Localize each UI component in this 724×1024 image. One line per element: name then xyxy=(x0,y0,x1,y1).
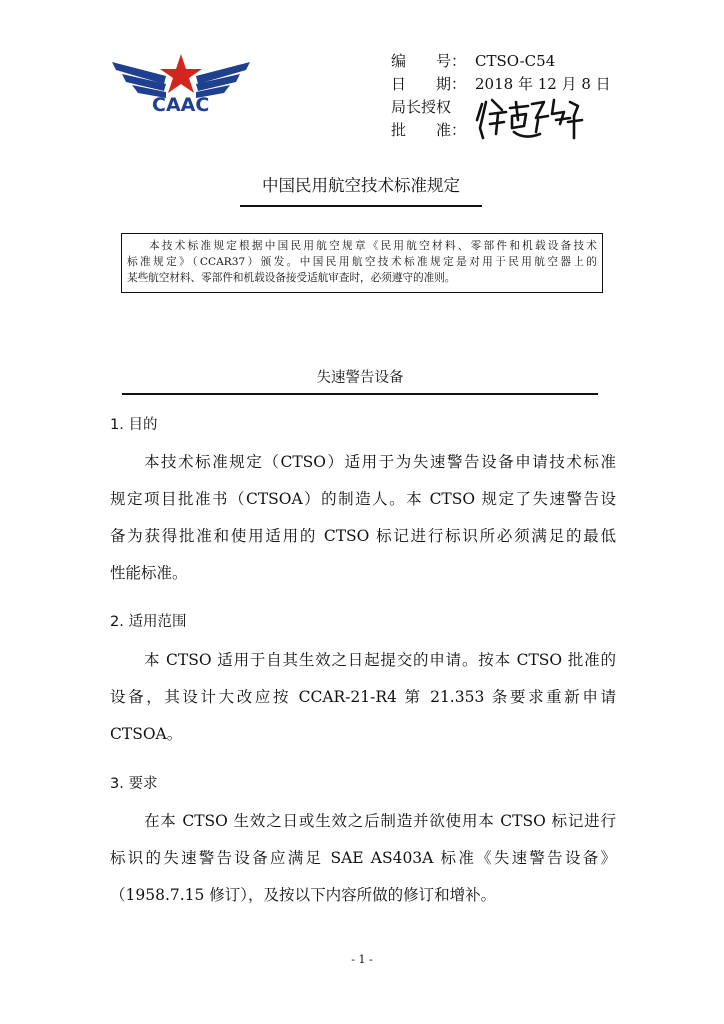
meta-date xyxy=(391,73,611,96)
meta-number xyxy=(391,50,611,73)
paragraph-line: CTSOA。 xyxy=(110,725,183,743)
signature-image xyxy=(474,94,584,142)
document-title: 中国民用航空技术标准规定 xyxy=(240,172,482,207)
meta-value: 2018 年 12 月 8 日 xyxy=(475,75,611,93)
heading-scope: 2. 适用范围 xyxy=(110,614,187,630)
notice-line: 某些航空材料、零部件和机载设备接受适航审查时，必须遵守的准则。 xyxy=(127,272,456,284)
paragraph-requirements xyxy=(110,803,616,914)
logo-wordmark: CAAC xyxy=(152,94,210,116)
paragraph-line: 备为获得批准和使用适用的 CTSO 标记进行标识所必须满足的最低 xyxy=(110,527,616,545)
notice-box xyxy=(121,233,603,293)
section-title: 失速警告设备 xyxy=(122,366,598,395)
meta-label: 日 期： xyxy=(391,75,467,93)
notice-line: 本技术标准规定根据中国民用航空规章《民用航空材料、零部件和机载设备技术 xyxy=(149,240,597,252)
heading-purpose: 1. 目的 xyxy=(110,417,158,433)
paragraph-purpose xyxy=(110,444,616,592)
paragraph-line: 规定项目批准书（CTSOA）的制造人。本 CTSO 规定了失速警告设 xyxy=(110,490,616,508)
meta-label: 批 准： xyxy=(391,121,467,139)
paragraph-line: 本技术标准规定（CTSO）适用于为失速警告设备申请技术标准 xyxy=(144,453,616,471)
paragraph-scope xyxy=(110,642,616,753)
meta-label: 编 号： xyxy=(391,52,467,70)
paragraph-line: 在本 CTSO 生效之日或生效之后制造并欲使用本 CTSO 标记进行 xyxy=(144,812,616,830)
meta-label: 局长授权 xyxy=(391,98,452,116)
paragraph-line: 标识的失速警告设备应满足 SAE AS403A 标准《失速警告设备》 xyxy=(110,849,616,867)
paragraph-line: （1958.7.15 修订），及按以下内容所做的修订和增补。 xyxy=(110,886,497,904)
page-number: - 1 - xyxy=(351,953,373,966)
notice-line: 标准规定》（CCAR37）颁发。中国民用航空技术标准规定是对用于民用航空器上的 xyxy=(127,256,597,268)
paragraph-line: 设备，其设计大改应按 CCAR-21-R4 第 21.353 条要求重新申请 xyxy=(110,688,616,706)
heading-requirements: 3. 要求 xyxy=(110,776,158,792)
paragraph-line: 本 CTSO 适用于自其生效之日起提交的申请。按本 CTSO 批准的 xyxy=(144,651,616,669)
paragraph-line: 性能标准。 xyxy=(110,564,188,582)
meta-value: CTSO-C54 xyxy=(475,52,556,70)
